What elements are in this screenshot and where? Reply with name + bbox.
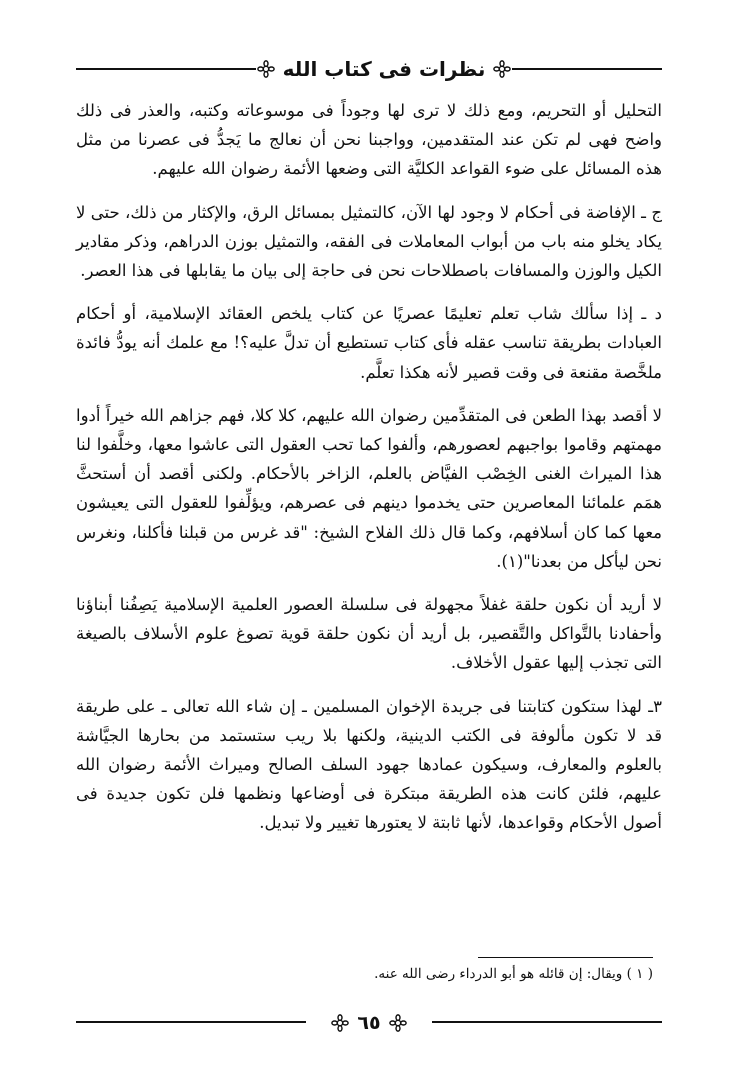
header-rule-right [512,68,662,70]
page-body [76,96,662,852]
page-footer [76,1008,662,1038]
footnote-divider [478,957,653,958]
paragraph-2: ج ـ الإفاضة فى أحكام لا وجود لها الآن، كالتمثيل بمسائل الرق، والإكثار من ذلك، حتى لا يكاد يخلو منه باب من أبواب المعاملات فى الفقه، والتمثيل بوزن الدراهم، وذكر مقادير الكيل والوزن والمسافات باصطلاحات نحن فى حاجة إلى بيان ما يقابلها فى هذا العصر. [76,202,662,281]
flower-ornament-icon [331,1014,349,1032]
paragraph-3: د ـ إذا سألك شاب تعلم تعليمًا عصريًا عن كتاب يلخص العقائد الإسلامية، أو أحكام العبادات بطريقة تناسب عقله فأى كتاب تستطيع أن تدلَّ عليه؟! مع علمك أنه يودُّ فائدة ملخَّصة مقنعة فى وقت قصير لأنه هكذا تعلَّم. [76,304,662,382]
page-number-group [306,1008,432,1038]
header-rule-left [76,68,256,70]
header-title-group [256,54,512,84]
flower-ornament-icon [389,1014,407,1032]
paragraph-5: لا أريد أن نكون حلقة غفلاً مجهولة فى سلسلة العصور العلمية الإسلامية يَصِفُنا أبناؤنا وأحفادنا بالتَّواكل والتَّقصير، بل أريد أن نكون حلقة قوية تصوغ علوم الأسلاف بالصيغة التى تجذب إليها عقول الأخلاف. [76,595,662,673]
paragraph-1: التحليل أو التحريم، ومع ذلك لا ترى لها وجوداً فى موسوعاته وكتبه، والعذر فى ذلك واضح فهى لم تكن عند المتقدمين، وواجبنا نحن أن نعالج ما يَجدُّ فى عصرنا من مثل هذه المسائل على ضوء القواعد الكليَّة التى وضعها الأئمة رضوان الله عليهم. [76,101,662,179]
running-header [76,50,662,86]
paragraph-6: ٣ـ لهذا ستكون كتابتنا فى جريدة الإخوان المسلمين ـ إن شاء الله تعالى ـ على طريقة قد لا تكون مألوفة فى الكتب الدينية، ولكنها بلا ريب ستستمد من بحارها الجيَّاشة بالعلوم والمعارف، وسيكون عمادها جهود السلف الصالح وميراث الأئمة رضوان الله عليهم، فلئن كانت هذه الطريقة مبتكرة فى أوضاعها ونظمها فلن تكون جديدة فى أصول الأحكام وقواعدها، لأنها ثابتة لا يعتورها تغيير ولا تبديل. [76,696,662,833]
header-title: نظرات فى كتاب الله [282,57,486,81]
footer-rule-right [432,1021,662,1023]
paragraph-4: لا أقصد بهذا الطعن فى المتقدِّمين رضوان الله عليهم، كلا كلا، فهم جزاهم الله خيراً أدوا مهمتهم وقاموا بواجبهم لعصورهم، وألفوا كما تحب العقول التى عاشوا معها، وخلَّفوا لنا هذا الميراث الغنى الخِصْب الفيَّاض بالعلم، الزاخر بالأحكام. ولكنى أقصد أن أستحثَّ همَم علمائنا المعاصرين حتى يخدموا دينهم فى عصرهم، ويؤلِّفوا للعقول التى يعيشون معها كما كان أسلافهم، وكما قال ذلك الفلاح الشيخ: "قد غرس من قبلنا فأكلنا، ونغرس نحن ليأكل من بعدنا"(١). [76,405,662,571]
footer-rule-left [76,1021,306,1023]
flower-ornament-icon [493,60,511,78]
page-number: ٦٥ [357,1012,381,1034]
flower-ornament-icon [257,60,275,78]
footnote: ( ١ ) ويقال: إن قائله هو أبو الدرداء رضى الله عنه. [374,966,653,982]
